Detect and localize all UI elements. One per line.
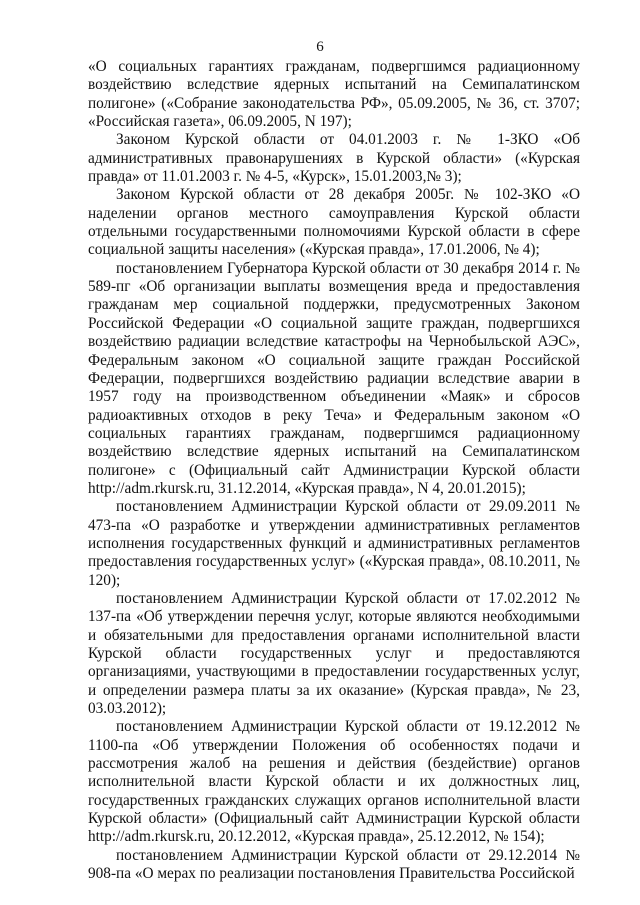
paragraph-resolution-1100-pa: постановлением Администрации Курской области от 19.12.2012 № 1100-па «Об утверждении Положения об особенностях подачи и рассмотрения жалоб на решения и действия (бездействие) органов исполнительной власти Курской области и их должностных лиц, государственных гражданских служащих органов исполнительной власти Курской области» (Официальный сайт Администрации Курской области http://adm.rkursk.ru, 20.12.2012, «Курская правда», 25.12.2012, № 154); [88, 718, 580, 846]
paragraph-law-1-zko: Законом Курской области от 04.01.2003 г. № 1-ЗКО «Об административных правонарушениях в Курской области» («Курская правда» от 11.01.2003 г. № 4-5, «Курск», 15.01.2003,№ 3); [88, 131, 580, 186]
paragraph-social-guarantees-continuation: «О социальных гарантиях гражданам, подвергшимся радиационному воздействию вследствие ядерных испытаний на Семипалатинском полигоне» («Собрание законодательства РФ», 05.09.2005, № 36, ст. 3707; «Российская газета», 06.09.2005, N 197); [88, 58, 580, 131]
paragraph-resolution-137-pa: постановлением Администрации Курской области от 17.02.2012 № 137-па «Об утверждении перечня услуг, которые являются необходимыми и обязательными для предоставления органами исполнительной власти Курской области государственных услуг и предоставляются организациями, участвующими в предоставлении государственных услуг, и определении размера платы за их оказание» (Курская правда», № 23, 03.03.2012); [88, 589, 580, 718]
paragraph-law-102-zko: Законом Курской области от 28 декабря 2005г. № 102-ЗКО «О наделении органов местного самоуправления Курской области отдельными государственными полномочиями Курской области в сфере социальной защиты населения» («Курская правда», 17.01.2006, № 4); [88, 186, 580, 259]
paragraph-decree-589-pg: постановлением Губернатора Курской области от 30 декабря 2014 г. № 589-пг «Об организации выплаты возмещения вреда и предоставления гражданам мер социальной поддержки, предусмотренных Законом Российской Федерации «О социальной защите граждан, подвергшихся воздействию радиации вследствие катастрофы на Чернобыльской АЭС», Федеральным законом «О социальной защите граждан Российской Федерации, подвергшихся воздействию радиации вследствие аварии в 1957 году на производственном объединении «Маяк» и сбросов радиоактивных отходов в реку Теча» и Федеральным законом «О социальных гарантиях гражданам, подвергшимся радиационному воздействию вследствие ядерных испытаний на Семипалатинском полигоне» с (Официальный сайт Администрации Курской области http://adm.rkursk.ru, 31.12.2014, «Курская правда», N 4, 20.01.2015); [88, 259, 580, 497]
paragraph-resolution-908-pa: постановлением Администрации Курской области от 29.12.2014 № 908-па «О мерах по реализации постановления Правительства Российской [88, 846, 580, 883]
paragraph-resolution-473-pa: постановлением Администрации Курской области от 29.09.2011 № 473-па «О разработке и утверждении административных регламентов исполнения государственных функций и административных регламентов предоставления государственных услуг» («Курская правда», 08.10.2011, № 120); [88, 498, 580, 589]
document-body [88, 58, 580, 883]
page-number: 6 [316, 39, 324, 55]
